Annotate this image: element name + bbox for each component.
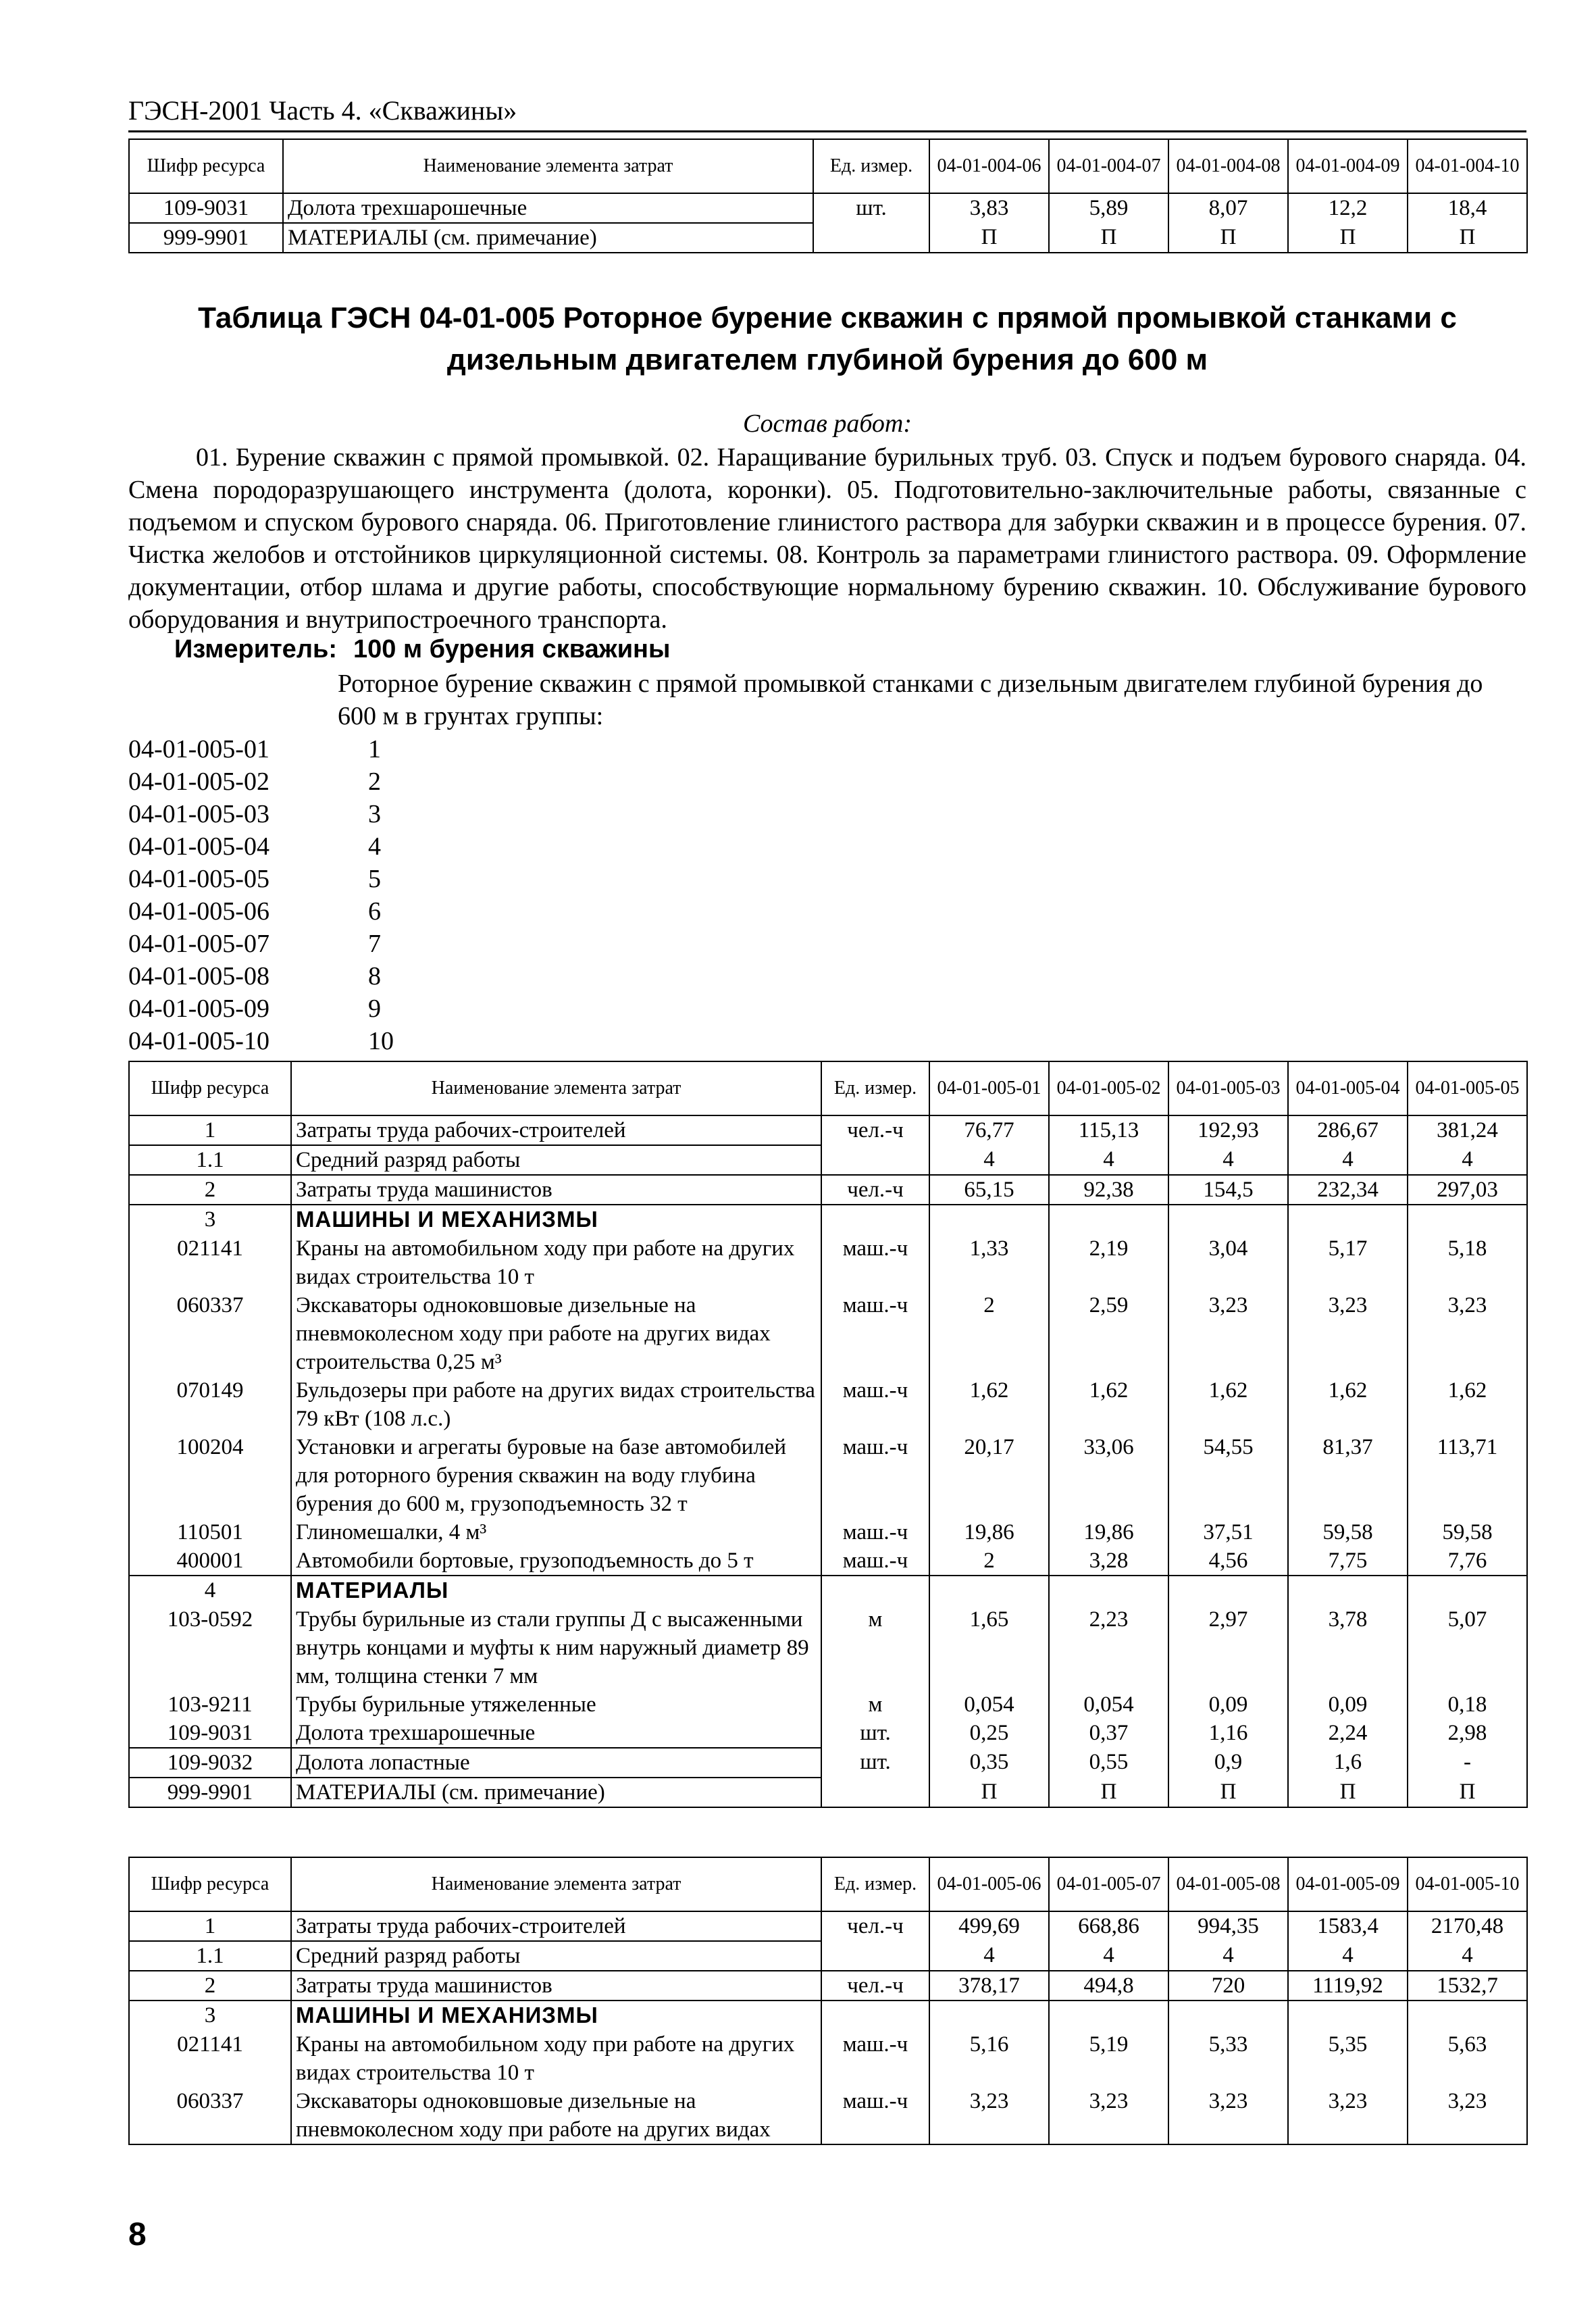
table-resources-01-05: [128, 1061, 1528, 1808]
soil-group: 7: [368, 930, 381, 958]
resource-name: Бульдозеры при работе на других видах строительства 79 кВт (108 л.с.): [291, 1376, 821, 1433]
table-row: [129, 223, 1527, 253]
norm-code: 04-01-005-07: [128, 930, 269, 958]
resource-name: [291, 1205, 821, 1234]
norm-value: 2,19: [1049, 1234, 1168, 1291]
norm-value: 3,23: [1408, 1291, 1527, 1376]
norm-value: П: [929, 1778, 1049, 1807]
resource-name: Краны на автомобильном ходу при работе на других видах строительства 10 т: [291, 2030, 821, 2087]
work-composition-heading: Состав работ:: [742, 409, 912, 438]
table-row: [129, 1115, 1527, 1145]
resource-name: Затраты труда рабочих-строителей: [291, 1115, 821, 1145]
norm-value: 19,86: [929, 1518, 1049, 1546]
unit: [821, 1576, 929, 1605]
norm-value: 2,24: [1288, 1719, 1408, 1748]
table-row: [129, 1748, 1527, 1778]
norm-value: 76,77: [929, 1115, 1049, 1145]
norm-value: П: [929, 223, 1049, 253]
norm-value: 5,17: [1288, 1234, 1408, 1291]
norm-value: 1119,92: [1288, 1971, 1408, 2001]
norm-value: 4: [929, 1145, 1049, 1175]
resource-code: 2: [129, 1175, 291, 1205]
resource-name: Установки и агрегаты буровые на базе автомобилей для роторного бурения скважин на воду глубина бурения до 600 м, грузоподъемность 32 т: [291, 1433, 821, 1518]
table-row: [129, 1690, 1527, 1719]
norm-value: 3,23: [1408, 2087, 1527, 2144]
norm-code: 04-01-005-10: [128, 1027, 269, 1055]
list-item: [128, 928, 394, 960]
resource-code: 400001: [129, 1546, 291, 1576]
norm-value: П: [1049, 1778, 1168, 1807]
norm-value: 113,71: [1408, 1433, 1527, 1518]
col-header-norm: 04-01-005-10: [1408, 1857, 1527, 1911]
norm-value: 5,18: [1408, 1234, 1527, 1291]
resource-code: 070149: [129, 1376, 291, 1433]
table-row: [129, 1546, 1527, 1576]
resource-name: Средний разряд работы: [291, 1145, 821, 1175]
table-row: [129, 1719, 1527, 1748]
table-row: [129, 1376, 1527, 1433]
col-header-norm: 04-01-005-04: [1288, 1061, 1408, 1115]
table-row: [129, 1576, 1527, 1605]
table-row: [129, 1941, 1527, 1971]
norm-value: 7,76: [1408, 1546, 1527, 1576]
resource-name: Долота трехшарошечные: [291, 1719, 821, 1748]
soil-group: 1: [368, 735, 381, 763]
norm-code: 04-01-005-08: [128, 962, 269, 990]
norm-value: 494,8: [1049, 1971, 1168, 2001]
unit: маш.-ч: [821, 2087, 929, 2144]
resource-name: Краны на автомобильном ходу при работе на других видах строительства 10 т: [291, 1234, 821, 1291]
norm-value: 5,16: [929, 2030, 1049, 2087]
table-row: [129, 2001, 1527, 2030]
meter-label: Измеритель:: [174, 635, 337, 663]
norm-value: 4: [1288, 1145, 1408, 1175]
resource-code: 1.1: [129, 1145, 291, 1175]
col-header-norm: 04-01-005-01: [929, 1061, 1049, 1115]
norm-value: 0,054: [1049, 1690, 1168, 1719]
col-header-norm: 04-01-004-06: [929, 139, 1049, 193]
norm-value: 37,51: [1168, 1518, 1288, 1546]
col-header-unit: Ед. измер.: [813, 139, 929, 193]
norm-code: 04-01-005-02: [128, 768, 269, 796]
norm-value: [1288, 1576, 1408, 1605]
page-number: 8: [128, 2217, 147, 2253]
norm-value: 4: [1049, 1145, 1168, 1175]
norm-value: 4: [1408, 1145, 1527, 1175]
norm-value: 1,16: [1168, 1719, 1288, 1748]
norm-value: 0,09: [1288, 1690, 1408, 1719]
norm-value: [1168, 2001, 1288, 2030]
unit: шт.: [813, 193, 929, 223]
norm-value: 92,38: [1049, 1175, 1168, 1205]
norm-code-list: [128, 733, 394, 1057]
norm-value: 1,62: [1049, 1376, 1168, 1433]
resource-code: 4: [129, 1576, 291, 1605]
norm-value: 12,2: [1288, 193, 1408, 223]
col-header-norm: 04-01-005-08: [1168, 1857, 1288, 1911]
norm-description: Роторное бурение скважин с прямой промывкой станками с дизельным двигателем глубиной бурения до 600 м в грунтах группы:: [338, 670, 1483, 730]
col-header-norm: 04-01-005-03: [1168, 1061, 1288, 1115]
resource-code: 3: [129, 2001, 291, 2030]
table-row: [129, 2030, 1527, 2087]
norm-value: [929, 1205, 1049, 1234]
table-row: [129, 2087, 1527, 2144]
norm-value: 3,78: [1288, 1605, 1408, 1690]
norm-value: 4: [1288, 1941, 1408, 1971]
norm-value: 1,62: [1288, 1376, 1408, 1433]
resource-code: 999-9901: [129, 223, 283, 253]
table-row: [129, 1605, 1527, 1690]
norm-code: 04-01-005-09: [128, 995, 269, 1023]
norm-value: 4: [1168, 1941, 1288, 1971]
unit: [821, 1205, 929, 1234]
table-row: [129, 1205, 1527, 1234]
norm-value: [1049, 1576, 1168, 1605]
norm-value: 0,35: [929, 1748, 1049, 1778]
soil-group: 6: [368, 897, 381, 926]
resource-name: Долота трехшарошечные: [283, 193, 813, 223]
norm-value: 3,23: [1168, 1291, 1288, 1376]
col-header-norm: 04-01-004-08: [1168, 139, 1288, 193]
unit: чел.-ч: [821, 1175, 929, 1205]
norm-value: 297,03: [1408, 1175, 1527, 1205]
norm-value: 1,33: [929, 1234, 1049, 1291]
unit: маш.-ч: [821, 1546, 929, 1576]
norm-value: 3,83: [929, 193, 1049, 223]
norm-value: 232,34: [1288, 1175, 1408, 1205]
unit: чел.-ч: [821, 1911, 929, 1941]
col-header-code: Шифр ресурса: [129, 1857, 291, 1911]
norm-value: 3,23: [1049, 2087, 1168, 2144]
norm-value: 4: [929, 1941, 1049, 1971]
list-item: [128, 895, 394, 928]
unit: м: [821, 1690, 929, 1719]
col-header-norm: 04-01-004-07: [1049, 139, 1168, 193]
col-header-norm: 04-01-005-09: [1288, 1857, 1408, 1911]
norm-value: [1408, 2001, 1527, 2030]
norm-value: 286,67: [1288, 1115, 1408, 1145]
col-header-unit: Ед. измер.: [821, 1061, 929, 1115]
norm-value: 1583,4: [1288, 1911, 1408, 1941]
resource-code: 103-9211: [129, 1690, 291, 1719]
resource-name: Затраты труда машинистов: [291, 1971, 821, 2001]
resource-code: 021141: [129, 1234, 291, 1291]
list-item: [128, 992, 394, 1025]
norm-value: 0,054: [929, 1690, 1049, 1719]
norm-code: 04-01-005-05: [128, 865, 269, 893]
unit: маш.-ч: [821, 1376, 929, 1433]
norm-value: 81,37: [1288, 1433, 1408, 1518]
norm-value: [1408, 1576, 1527, 1605]
table-row: [129, 1911, 1527, 1941]
resource-code: 2: [129, 1971, 291, 2001]
norm-value: П: [1408, 223, 1527, 253]
resource-code: 1: [129, 1115, 291, 1145]
norm-value: 3,04: [1168, 1234, 1288, 1291]
norm-value: 3,28: [1049, 1546, 1168, 1576]
norm-value: 0,18: [1408, 1690, 1527, 1719]
resource-name: Экскаваторы одноковшовые дизельные на пневмоколесном ходу при работе на других видах: [291, 2087, 821, 2144]
norm-value: 3,23: [929, 2087, 1049, 2144]
norm-value: П: [1168, 223, 1288, 253]
norm-value: П: [1288, 1778, 1408, 1807]
norm-value: П: [1408, 1778, 1527, 1807]
unit: маш.-ч: [821, 1433, 929, 1518]
norm-value: П: [1168, 1778, 1288, 1807]
norm-value: 2,59: [1049, 1291, 1168, 1376]
norm-value: 54,55: [1168, 1433, 1288, 1518]
soil-group: 10: [368, 1027, 394, 1055]
norm-value: 2,23: [1049, 1605, 1168, 1690]
norm-value: 59,58: [1288, 1518, 1408, 1546]
resource-code: 109-9032: [129, 1748, 291, 1778]
section-heading: МАШИНЫ И МЕХАНИЗМЫ: [296, 2003, 598, 2028]
norm-value: [929, 1576, 1049, 1605]
norm-value: 1,62: [1168, 1376, 1288, 1433]
col-header-name: Наименование элемента затрат: [291, 1857, 821, 1911]
table-row: [129, 1518, 1527, 1546]
resource-name: [291, 1576, 821, 1605]
norm-value: [1049, 1205, 1168, 1234]
norm-value: 5,35: [1288, 2030, 1408, 2087]
norm-value: 1,6: [1288, 1748, 1408, 1778]
resource-code: 109-9031: [129, 1719, 291, 1748]
running-header: ГЭСН-2001 Часть 4. «Скважины»: [128, 95, 1526, 132]
col-header-norm: 04-01-004-09: [1288, 139, 1408, 193]
norm-value: 1532,7: [1408, 1971, 1527, 2001]
resource-code: 1: [129, 1911, 291, 1941]
soil-group: 8: [368, 962, 381, 990]
norm-value: 18,4: [1408, 193, 1527, 223]
norm-value: [929, 2001, 1049, 2030]
norm-value: 33,06: [1049, 1433, 1168, 1518]
norm-value: 7,75: [1288, 1546, 1408, 1576]
soil-group: 9: [368, 995, 381, 1023]
col-header-norm: 04-01-005-02: [1049, 1061, 1168, 1115]
list-item: [128, 960, 394, 992]
norm-value: 0,55: [1049, 1748, 1168, 1778]
norm-value: 2,97: [1168, 1605, 1288, 1690]
resource-name: Средний разряд работы: [291, 1941, 821, 1971]
norm-value: 4: [1168, 1145, 1288, 1175]
norm-value: 0,09: [1168, 1690, 1288, 1719]
resource-name: Затраты труда рабочих-строителей: [291, 1911, 821, 1941]
norm-value: 5,07: [1408, 1605, 1527, 1690]
norm-value: 19,86: [1049, 1518, 1168, 1546]
resource-code: 060337: [129, 1291, 291, 1376]
resource-code: 1.1: [129, 1941, 291, 1971]
norm-value: -: [1408, 1748, 1527, 1778]
norm-value: 3,23: [1288, 1291, 1408, 1376]
unit: м: [821, 1605, 929, 1690]
resource-name: МАТЕРИАЛЫ (см. примечание): [291, 1778, 821, 1807]
soil-group: 2: [368, 768, 381, 796]
norm-value: 20,17: [929, 1433, 1049, 1518]
unit: шт.: [821, 1748, 929, 1778]
col-header-code: Шифр ресурса: [129, 1061, 291, 1115]
norm-value: 5,89: [1049, 193, 1168, 223]
norm-value: 5,33: [1168, 2030, 1288, 2087]
resource-name: Экскаваторы одноковшовые дизельные на пневмоколесном ходу при работе на других видах строительства 0,25 м³: [291, 1291, 821, 1376]
norm-value: 2170,48: [1408, 1911, 1527, 1941]
norm-value: 4: [1049, 1941, 1168, 1971]
col-header-code: Шифр ресурса: [129, 139, 283, 193]
work-composition-text: 01. Бурение скважин с прямой промывкой. 02. Наращивание бурильных труб. 03. Спуск и подъем бурового снаряда. 04. Смена породоразрушающего инструмента (долота, коронки). 05. Подготовительно-заключительные работы, связанные с подъемом и спуском бурового снаряда. 06. Приготовление глинистого раствора для забурки скважин и в процессе бурения. 07. Чистка желобов и отстойников циркуляционной системы. 08. Контроль за параметрами глинистого раствора. 09. Оформление документации, отбор шлама и другие работы, способствующие нормальному бурению скважин. 10. Обслуживание бурового оборудования и внутрипостроечного транспорта.: [128, 443, 1526, 634]
norm-value: 65,15: [929, 1175, 1049, 1205]
norm-value: 0,25: [929, 1719, 1049, 1748]
norm-value: 4,56: [1168, 1546, 1288, 1576]
norm-value: 1,62: [1408, 1376, 1527, 1433]
col-header-norm: 04-01-005-07: [1049, 1857, 1168, 1911]
resource-code: 109-9031: [129, 193, 283, 223]
unit: [821, 1941, 929, 1971]
norm-value: 3,23: [1288, 2087, 1408, 2144]
resource-code: 103-0592: [129, 1605, 291, 1690]
resource-name: Трубы бурильные из стали группы Д с высаженными внутрь концами и муфты к ним наружный диаметр 89 мм, толщина стенки 7 мм: [291, 1605, 821, 1690]
resource-name: Трубы бурильные утяжеленные: [291, 1690, 821, 1719]
table-row: [129, 1291, 1527, 1376]
norm-value: 499,69: [929, 1911, 1049, 1941]
norm-value: 2: [929, 1546, 1049, 1576]
soil-group: 4: [368, 832, 381, 861]
table-row: [129, 193, 1527, 223]
norm-value: [1288, 1205, 1408, 1234]
table-row: [129, 1433, 1527, 1518]
norm-value: 2,98: [1408, 1719, 1527, 1748]
list-item: [128, 863, 394, 895]
norm-value: 59,58: [1408, 1518, 1527, 1546]
resource-code: 3: [129, 1205, 291, 1234]
list-item: [128, 733, 394, 765]
norm-value: 8,07: [1168, 193, 1288, 223]
norm-value: 1,65: [929, 1605, 1049, 1690]
norm-value: 5,19: [1049, 2030, 1168, 2087]
col-header-name: Наименование элемента затрат: [291, 1061, 821, 1115]
norm-code: 04-01-005-04: [128, 832, 269, 861]
col-header-name: Наименование элемента затрат: [283, 139, 813, 193]
unit: [821, 1778, 929, 1807]
norm-value: 3,23: [1168, 2087, 1288, 2144]
resource-code: 060337: [129, 2087, 291, 2144]
norm-value: П: [1288, 223, 1408, 253]
norm-value: 2: [929, 1291, 1049, 1376]
norm-value: [1168, 1205, 1288, 1234]
list-item: [128, 830, 394, 863]
norm-code: 04-01-005-03: [128, 800, 269, 828]
norm-value: 115,13: [1049, 1115, 1168, 1145]
col-header-norm: 04-01-005-05: [1408, 1061, 1527, 1115]
unit: маш.-ч: [821, 1291, 929, 1376]
soil-group: 3: [368, 800, 381, 828]
resource-name: [291, 2001, 821, 2030]
resource-name: МАТЕРИАЛЫ (см. примечание): [283, 223, 813, 253]
col-header-norm: 04-01-004-10: [1408, 139, 1527, 193]
col-header-unit: Ед. измер.: [821, 1857, 929, 1911]
norm-value: 1,62: [929, 1376, 1049, 1433]
norm-value: 0,37: [1049, 1719, 1168, 1748]
table-row: [129, 1971, 1527, 2001]
norm-value: 378,17: [929, 1971, 1049, 2001]
table-row: [129, 1145, 1527, 1175]
norm-value: 720: [1168, 1971, 1288, 2001]
col-header-norm: 04-01-005-06: [929, 1857, 1049, 1911]
unit: маш.-ч: [821, 1518, 929, 1546]
norm-value: [1049, 2001, 1168, 2030]
norm-value: 4: [1408, 1941, 1527, 1971]
meter-value: 100 м бурения скважины: [353, 635, 671, 663]
norm-value: 154,5: [1168, 1175, 1288, 1205]
section-heading: МАТЕРИАЛЫ: [296, 1578, 449, 1603]
unit: шт.: [821, 1719, 929, 1748]
table-top: [128, 139, 1528, 253]
table-row: [129, 1175, 1527, 1205]
table-resources-06-10: [128, 1857, 1528, 2145]
section-heading: МАШИНЫ И МЕХАНИЗМЫ: [296, 1207, 598, 1232]
soil-group: 5: [368, 865, 381, 893]
norm-value: 381,24: [1408, 1115, 1527, 1145]
resource-name: Долота лопастные: [291, 1748, 821, 1778]
resource-code: 021141: [129, 2030, 291, 2087]
table-row: [129, 1778, 1527, 1807]
norm-value: [1288, 2001, 1408, 2030]
unit: [813, 223, 929, 253]
unit: [821, 1145, 929, 1175]
norm-code: 04-01-005-06: [128, 897, 269, 926]
unit: чел.-ч: [821, 1971, 929, 2001]
resource-name: Затраты труда машинистов: [291, 1175, 821, 1205]
list-item: [128, 798, 394, 830]
norm-value: П: [1049, 223, 1168, 253]
norm-value: [1168, 1576, 1288, 1605]
resource-code: 100204: [129, 1433, 291, 1518]
list-item: [128, 765, 394, 798]
meter-line: [174, 635, 670, 664]
table-title: Таблица ГЭСН 04-01-005 Роторное бурение скважин с прямой промывкой станками с дизельным двигателем глубиной бурения до 600 м: [198, 301, 1457, 376]
unit: [821, 2001, 929, 2030]
norm-value: 5,63: [1408, 2030, 1527, 2087]
unit: чел.-ч: [821, 1115, 929, 1145]
resource-code: 999-9901: [129, 1778, 291, 1807]
list-item: [128, 1025, 394, 1057]
norm-value: 0,9: [1168, 1748, 1288, 1778]
table-row: [129, 1234, 1527, 1291]
norm-value: 668,86: [1049, 1911, 1168, 1941]
norm-code: 04-01-005-01: [128, 735, 269, 763]
resource-code: 110501: [129, 1518, 291, 1546]
norm-value: [1408, 1205, 1527, 1234]
resource-name: Автомобили бортовые, грузоподъемность до 5 т: [291, 1546, 821, 1576]
norm-value: 994,35: [1168, 1911, 1288, 1941]
unit: маш.-ч: [821, 1234, 929, 1291]
norm-value: 192,93: [1168, 1115, 1288, 1145]
resource-name: Глиномешалки, 4 м³: [291, 1518, 821, 1546]
unit: маш.-ч: [821, 2030, 929, 2087]
